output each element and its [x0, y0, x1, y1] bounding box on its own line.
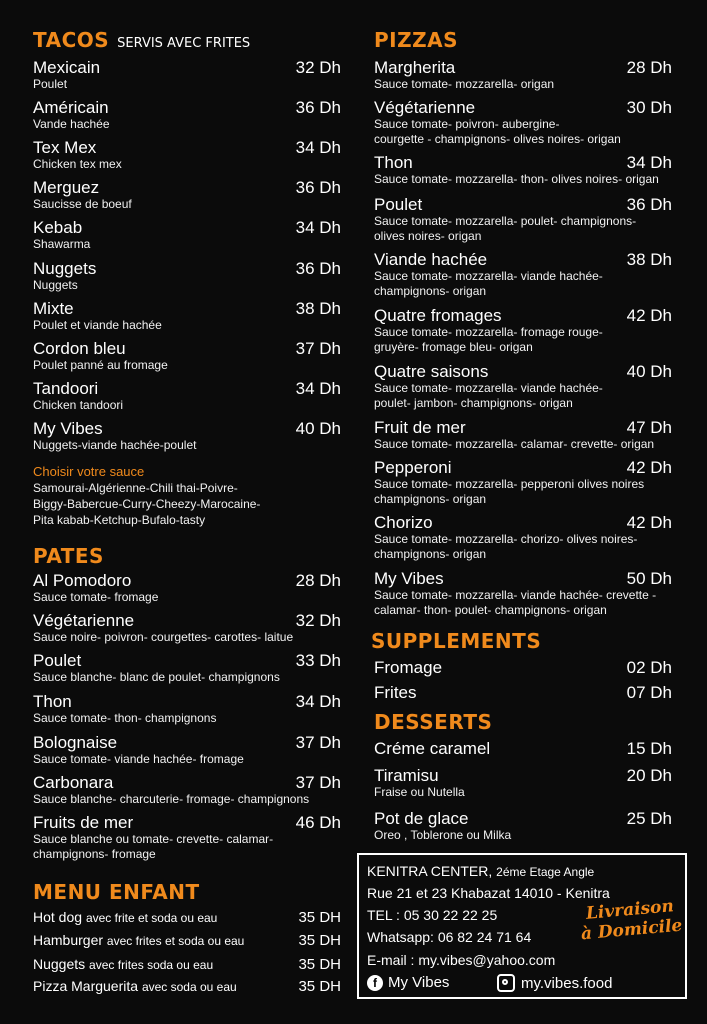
item-desc: Chicken tex mex	[33, 157, 122, 171]
item-name: Pepperoni	[374, 458, 452, 477]
item-detail: avec frites soda ou eau	[89, 958, 214, 972]
supplements-section-title: SUPPLEMENTS	[371, 629, 542, 653]
item-price: 46 Dh	[295, 813, 341, 832]
item-desc: Sauce blanche- blanc de poulet- champignons	[33, 670, 280, 684]
pates-item	[33, 651, 341, 685]
item-desc: Sauce tomate- mozzarella- pepperoni olives noires	[374, 477, 645, 491]
item-desc: Saucisse de boeuf	[33, 197, 132, 211]
sauce-list	[33, 480, 260, 528]
item-desc: Sauce tomate- thon- champignons	[33, 711, 217, 725]
item-name-main: Hot dog	[33, 909, 83, 925]
item-name: Quatre fromages	[374, 306, 502, 325]
item-name: Al Pomodoro	[33, 571, 132, 590]
item-name: Fruits de mer	[33, 813, 134, 832]
item-name: Tex Mex	[33, 138, 97, 157]
pates-item	[33, 773, 341, 807]
dessert-item	[374, 766, 672, 800]
item-price: 34 Dh	[626, 153, 672, 172]
item-price: 37 Dh	[295, 339, 341, 358]
item-price: 34 Dh	[295, 218, 341, 237]
left-column	[33, 0, 341, 1024]
item-name: Quatre saisons	[374, 362, 489, 381]
facebook-link[interactable]	[367, 974, 449, 991]
item-desc: Sauce tomate- mozzarella- viande hachée- crevette -	[374, 588, 657, 602]
item-name: Poulet	[374, 195, 423, 214]
item-name: Chorizo	[374, 513, 433, 532]
item-price: 37 Dh	[295, 773, 341, 792]
item-price: 30 Dh	[626, 98, 672, 117]
item-name: Bolognaise	[33, 733, 118, 752]
item-desc: gruyère- fromage bleu- origan	[374, 340, 533, 354]
item-name: Thon	[33, 692, 72, 711]
item-desc: champignons- origan	[374, 547, 487, 561]
tacos-section-title	[33, 28, 250, 52]
facebook-handle: My Vibes	[388, 974, 450, 991]
item-price: 07 Dh	[626, 683, 672, 702]
taco-item	[33, 98, 341, 132]
item-name-main: Pizza Marguerita	[33, 978, 139, 994]
menu-enfant-item	[33, 931, 341, 951]
pizza-item	[374, 569, 672, 618]
item-desc: Sauce tomate- mozzarella- thon- olives noires- origan	[374, 172, 659, 186]
taco-item	[33, 218, 341, 252]
sauce-line: Pita kabab-Ketchup-Bufalo-tasty	[33, 513, 206, 527]
pizza-item	[374, 306, 672, 355]
menu-enfant-item	[33, 908, 341, 928]
item-name: Margherita	[374, 58, 456, 77]
item-price: 38 Dh	[295, 299, 341, 318]
item-name: Créme caramel	[374, 739, 491, 758]
item-desc: champignons- origan	[374, 492, 487, 506]
menu-enfant-item	[33, 955, 341, 975]
menu-enfant-item	[33, 977, 341, 997]
taco-item	[33, 58, 341, 92]
item-price: 15 Dh	[626, 739, 672, 758]
item-name-main: Hamburger	[33, 932, 104, 948]
contact-street: Rue 21 et 23 Khabazat 14010 - Kenitra	[367, 885, 610, 901]
pizza-item	[374, 458, 672, 507]
item-desc: Sauce tomate- mozzarella- fromage rouge-	[374, 325, 603, 339]
pizza-item	[374, 250, 672, 299]
pates-item	[33, 692, 341, 726]
item-desc: Poulet et viande hachée	[33, 318, 162, 332]
item-name: Poulet	[33, 651, 82, 670]
item-name: Mixte	[33, 299, 74, 318]
pizzas-section-title: PIZZAS	[374, 28, 458, 52]
item-desc: Nuggets	[33, 278, 78, 292]
taco-item	[33, 339, 341, 373]
item-price: 20 Dh	[626, 766, 672, 785]
instagram-handle: my.vibes.food	[521, 974, 613, 992]
item-price: 34 Dh	[295, 379, 341, 398]
item-price: 33 Dh	[295, 651, 341, 670]
pates-section-title: PATES	[33, 544, 104, 568]
item-name	[33, 931, 341, 951]
item-price: 34 Dh	[295, 138, 341, 157]
item-desc: champignons- fromage	[33, 847, 156, 861]
taco-item	[33, 259, 341, 293]
pates-item	[33, 733, 341, 767]
item-price: 25 Dh	[626, 809, 672, 828]
item-price: 42 Dh	[626, 458, 672, 477]
tacos-subtitle: SERVIS AVEC FRITES	[117, 36, 251, 51]
taco-item	[33, 379, 341, 413]
contact-email[interactable]: E-mail : my.vibes@yahoo.com	[367, 952, 556, 968]
item-price: 36 Dh	[295, 259, 341, 278]
contact-address-line	[367, 863, 594, 881]
dessert-item	[374, 809, 672, 843]
item-desc: Shawarma	[33, 237, 91, 251]
item-price: 42 Dh	[626, 513, 672, 532]
supplement-item	[374, 658, 672, 677]
right-column	[371, 0, 672, 850]
taco-item	[33, 299, 341, 333]
item-detail: avec soda ou eau	[141, 980, 237, 994]
taco-item	[33, 138, 341, 172]
dessert-item	[374, 739, 672, 758]
pizza-item	[374, 98, 672, 147]
item-name: Américain	[33, 98, 109, 117]
item-price: 35 DH	[298, 932, 341, 949]
pates-item	[33, 813, 341, 862]
item-price: 36 Dh	[626, 195, 672, 214]
pizza-item	[374, 153, 672, 187]
item-price: 42 Dh	[626, 306, 672, 325]
item-desc: poulet- jambon- champignons- origan	[374, 396, 573, 410]
item-desc: Oreo , Toblerone ou Milka	[374, 828, 512, 842]
item-price: 40 Dh	[295, 419, 341, 438]
item-desc: Nuggets-viande hachée-poulet	[33, 438, 197, 452]
item-detail: avec frite et soda ou eau	[85, 911, 218, 925]
item-name: Frites	[374, 683, 417, 702]
livraison-line-1: Livraison	[585, 896, 675, 924]
item-name: Carbonara	[33, 773, 114, 792]
item-desc: Sauce blanche ou tomate- crevette- calamar-	[33, 832, 274, 846]
pizza-item	[374, 362, 672, 411]
item-desc: Chicken tandoori	[33, 398, 124, 412]
item-price: 34 Dh	[295, 692, 341, 711]
item-desc: Vande hachée	[33, 117, 110, 131]
item-name: My Vibes	[33, 419, 103, 438]
item-desc: Sauce blanche- charcuterie- fromage- champignons	[33, 792, 310, 806]
item-desc: Sauce tomate- mozzarella- origan	[374, 77, 555, 91]
item-desc: Poulet panné au fromage	[33, 358, 168, 372]
item-name: Nuggets	[33, 259, 97, 278]
contact-center: KENITRA CENTER,	[367, 863, 493, 879]
item-desc: Sauce tomate- mozzarella- viande hachée-	[374, 269, 603, 283]
item-price: 35 DH	[298, 978, 341, 995]
item-desc: Sauce tomate- poivron- aubergine-	[374, 117, 560, 131]
item-desc: Sauce tomate- mozzarella- viande hachée-	[374, 381, 603, 395]
item-desc: Sauce tomate- mozzarella- chorizo- olives noires-	[374, 532, 638, 546]
item-price: 36 Dh	[295, 178, 341, 197]
pizza-item	[374, 195, 672, 244]
item-price: 50 Dh	[626, 569, 672, 588]
item-price: 28 Dh	[295, 571, 341, 590]
item-name: Pot de glace	[374, 809, 469, 828]
sauce-line: Biggy-Babercue-Curry-Cheezy-Marocaine-	[33, 497, 261, 511]
item-name: Végétarienne	[374, 98, 476, 117]
item-price: 28 Dh	[626, 58, 672, 77]
item-name: Merguez	[33, 178, 100, 197]
tacos-title: TACOS	[33, 28, 110, 52]
instagram-icon	[497, 974, 515, 992]
item-desc: champignons- origan	[374, 284, 487, 298]
sauce-line: Samourai-Algérienne-Chili thai-Poivre-	[33, 481, 238, 495]
desserts-section-title: DESSERTS	[374, 710, 493, 734]
item-name: Tandoori	[33, 379, 99, 398]
item-name: Tiramisu	[374, 766, 439, 785]
item-price: 02 Dh	[626, 658, 672, 677]
contact-tel[interactable]: TEL : 05 30 22 22 25	[367, 907, 498, 923]
item-desc: Sauce tomate- viande hachée- fromage	[33, 752, 244, 766]
item-name: My Vibes	[374, 569, 444, 588]
item-price: 35 DH	[298, 909, 341, 926]
instagram-link[interactable]	[497, 974, 612, 992]
item-desc: calamar- thon- poulet- champignons- origan	[374, 603, 607, 617]
pizza-item	[374, 418, 672, 452]
taco-item	[33, 419, 341, 453]
item-name: Mexicain	[33, 58, 101, 77]
item-desc: courgette - champignons- olives noires- origan	[374, 132, 621, 146]
item-name-main: Nuggets	[33, 956, 86, 972]
item-desc: Sauce tomate- mozzarella- calamar- crevette- origan	[374, 437, 655, 451]
item-price: 32 Dh	[295, 611, 341, 630]
item-price: 35 DH	[298, 956, 341, 973]
item-desc: Poulet	[33, 77, 68, 91]
facebook-icon: f	[367, 975, 383, 991]
item-name: Kebab	[33, 218, 83, 237]
item-desc: Fraise ou Nutella	[374, 785, 465, 799]
item-name: Thon	[374, 153, 413, 172]
item-desc: Sauce noire- poivron- courgettes- carottes- laitue	[33, 630, 294, 644]
item-price: 32 Dh	[295, 58, 341, 77]
menu-enfant-section-title: MENU ENFANT	[33, 880, 200, 904]
item-name: Fruit de mer	[374, 418, 466, 437]
item-desc: Sauce tomate- fromage	[33, 590, 159, 604]
item-price: 47 Dh	[626, 418, 672, 437]
item-price: 40 Dh	[626, 362, 672, 381]
item-name	[33, 955, 341, 975]
item-name	[33, 908, 341, 928]
item-name: Fromage	[374, 658, 443, 677]
item-price: 38 Dh	[626, 250, 672, 269]
livraison-line-2: à Domicile	[580, 915, 684, 945]
pizza-item	[374, 58, 672, 92]
pates-item	[33, 611, 341, 645]
item-price: 37 Dh	[295, 733, 341, 752]
sauce-heading: Choisir votre sauce	[33, 464, 145, 479]
item-desc: olives noires- origan	[374, 229, 482, 243]
contact-floor: 2éme Etage Angle	[496, 865, 595, 879]
taco-item	[33, 178, 341, 212]
item-detail: avec frites et soda ou eau	[106, 934, 245, 948]
item-name: Viande hachée	[374, 250, 488, 269]
item-desc: Sauce tomate- mozzarella- poulet- champignons-	[374, 214, 637, 228]
item-name	[33, 977, 341, 997]
item-name: Cordon bleu	[33, 339, 126, 358]
contact-whatsapp[interactable]: Whatsapp: 06 82 24 71 64	[367, 929, 532, 945]
pizza-item	[374, 513, 672, 562]
pates-item	[33, 571, 341, 605]
item-name: Végétarienne	[33, 611, 135, 630]
supplement-item	[374, 683, 672, 702]
item-price: 36 Dh	[295, 98, 341, 117]
